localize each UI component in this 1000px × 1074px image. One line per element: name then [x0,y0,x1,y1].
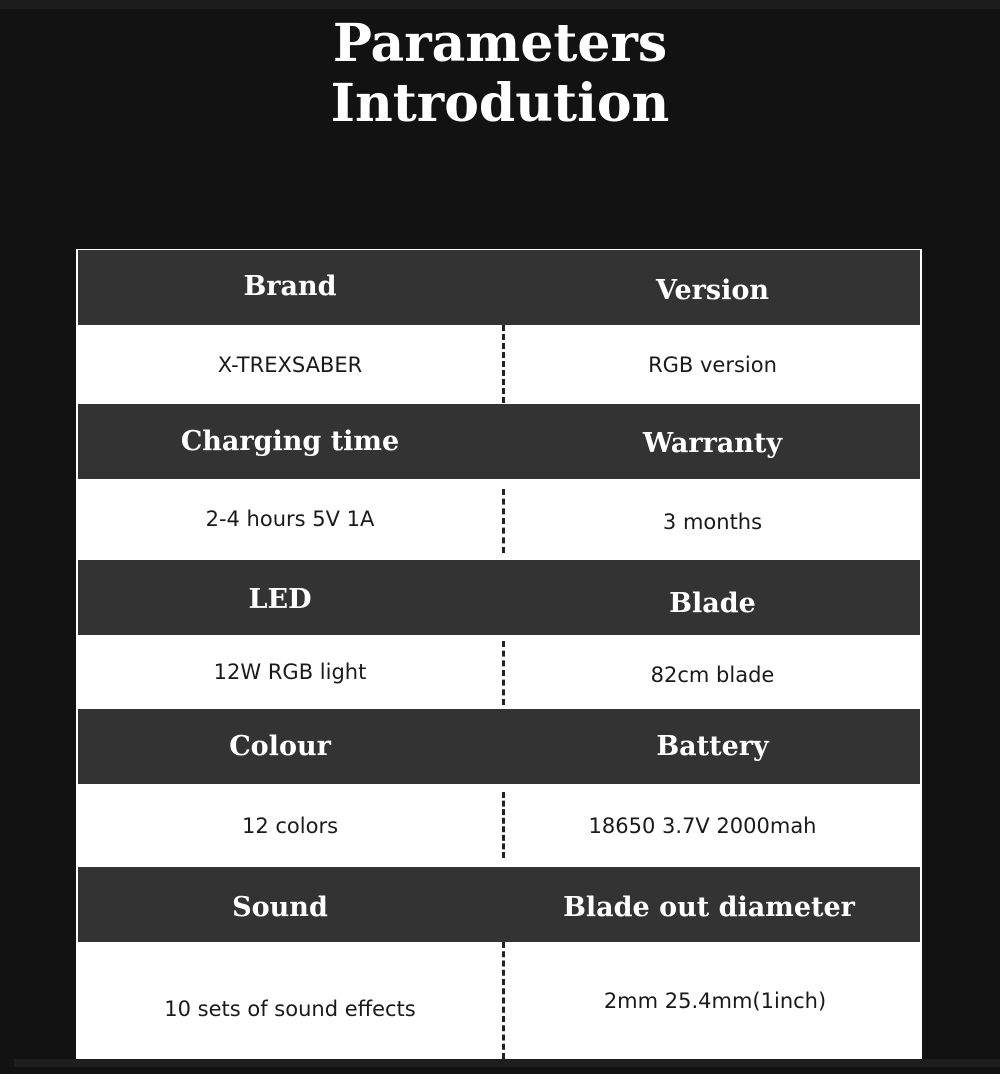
header-version: Version [656,275,769,306]
value-charging-time: 2-4 hours 5V 1A [205,507,375,531]
title-line-1: Parameters [332,13,668,74]
value-led: 12W RGB light [213,660,367,684]
header-row-5 [78,867,920,942]
value-row-3 [78,635,920,709]
column-divider [502,489,505,553]
header-led: LED [248,584,312,615]
value-row-5 [78,942,920,1059]
column-divider [502,641,505,705]
value-row-1 [78,325,920,403]
header-row-1 [78,250,920,325]
column-divider [502,325,505,403]
value-brand: X-TREXSABER [217,353,363,377]
page-title [0,14,1000,134]
value-sound: 10 sets of sound effects [164,997,416,1021]
header-row-3 [78,560,920,635]
value-row-4 [78,784,920,867]
header-blade: Blade [669,588,756,619]
bottom-line [14,1059,1000,1067]
header-warranty: Warranty [642,428,783,459]
header-charging-time: Charging time [180,426,400,457]
header-brand: Brand [243,271,337,302]
header-colour: Colour [229,731,331,762]
header-row-2 [78,404,920,479]
header-blade-out-diameter: Blade out diameter [563,892,855,923]
value-colour: 12 colors [241,814,339,838]
parameters-table [76,249,922,1059]
value-blade-out-diameter: 2mm 25.4mm(1inch) [603,989,827,1013]
value-version: RGB version [648,353,777,377]
top-bar [0,0,1000,9]
value-row-2 [78,479,920,559]
value-battery: 18650 3.7V 2000mah [588,814,817,838]
header-row-4 [78,709,920,784]
header-battery: Battery [656,731,769,762]
title-line-2: Introdution [330,73,670,134]
header-sound: Sound [232,892,328,923]
column-divider [502,792,505,858]
value-blade: 82cm blade [650,663,775,687]
value-warranty: 3 months [662,510,763,534]
column-divider [502,942,505,1059]
